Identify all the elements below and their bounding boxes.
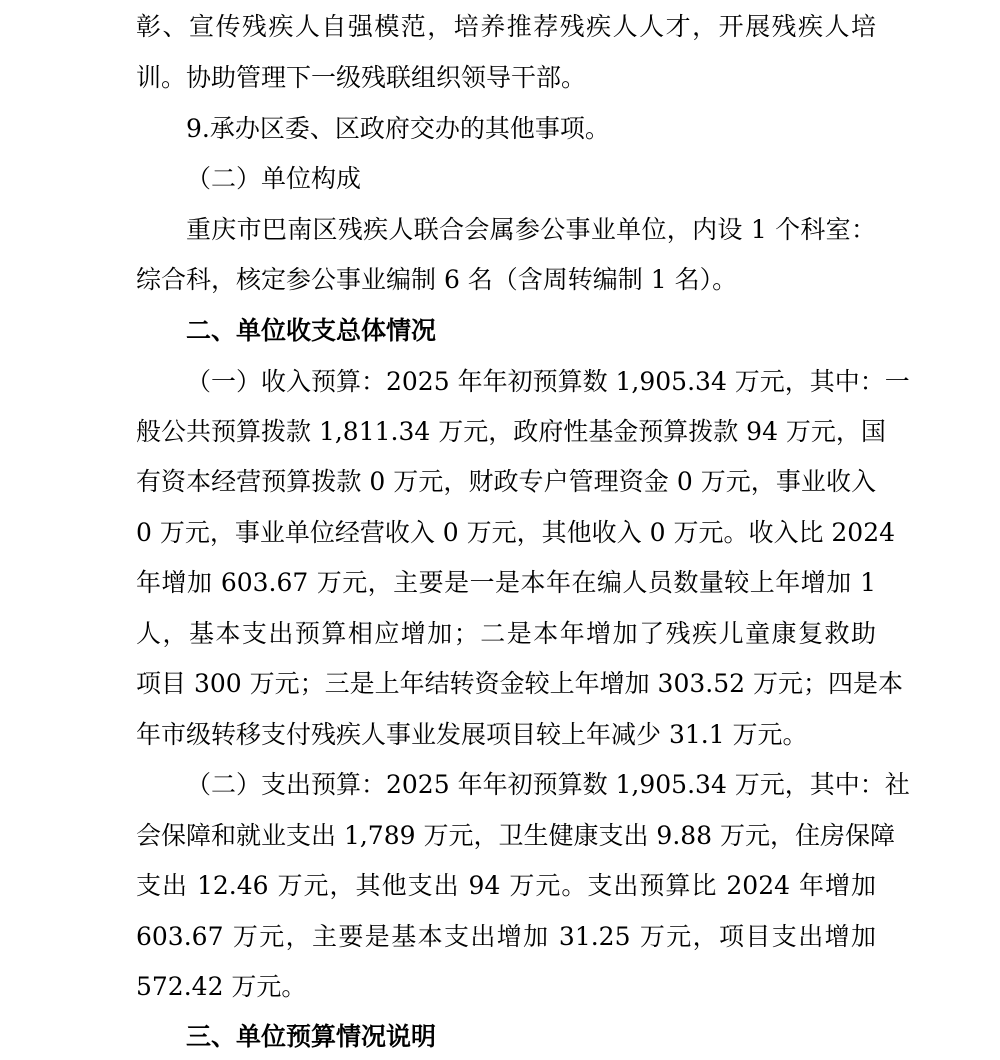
section-heading: 三、单位预算情况说明 bbox=[186, 1022, 437, 1051]
section-heading: 二、单位收支总体情况 bbox=[186, 316, 437, 345]
text-line: 0 万元，事业单位经营收入 0 万元，其他收入 0 万元。收入比 2024 bbox=[136, 518, 896, 547]
text-line: 603.67 万元，主要是基本支出增加 31.25 万元，项目支出增加 bbox=[136, 922, 876, 951]
text-line: 有资本经营预算拨款 0 万元，财政专户管理资金 0 万元，事业收入 bbox=[136, 467, 876, 496]
text-line: （二）支出预算：2025 年年初预算数 1,905.34 万元，其中：社 bbox=[186, 770, 910, 799]
text-line: 572.42 万元。 bbox=[136, 972, 307, 1001]
text-line: 重庆市巴南区残疾人联合会属参公事业单位，内设 1 个科室： bbox=[186, 215, 876, 244]
text-line: 项目 300 万元；三是上年结转资金较上年增加 303.52 万元；四是本 bbox=[136, 669, 903, 698]
text-line: 年市级转移支付残疾人事业发展项目较上年减少 31.1 万元。 bbox=[136, 720, 808, 749]
text-line: 年增加 603.67 万元，主要是一是本年在编人员数量较上年增加 1 bbox=[136, 568, 876, 597]
subsection-heading: （二）单位构成 bbox=[186, 164, 362, 193]
text-line: 般公共预算拨款 1,811.34 万元，政府性基金预算拨款 94 万元，国 bbox=[136, 417, 886, 446]
list-item-9: 9.承办区委、区政府交办的其他事项。 bbox=[186, 114, 610, 143]
text-line: 人，基本支出预算相应增加；二是本年增加了残疾儿童康复救助 bbox=[136, 619, 876, 648]
text-line: 综合科，核定参公事业编制 6 名（含周转编制 1 名）。 bbox=[136, 265, 738, 294]
text-line: 彰、宣传残疾人自强模范，培养推荐残疾人人才，开展残疾人培 bbox=[136, 12, 876, 41]
text-line: （一）收入预算：2025 年年初预算数 1,905.34 万元，其中：一 bbox=[186, 367, 910, 396]
text-line: 支出 12.46 万元，其他支出 94 万元。支出预算比 2024 年增加 bbox=[136, 871, 876, 900]
text-line: 会保障和就业支出 1,789 万元，卫生健康支出 9.88 万元，住房保障 bbox=[136, 821, 896, 850]
text-line: 训。协助管理下一级残联组织领导干部。 bbox=[136, 63, 587, 92]
